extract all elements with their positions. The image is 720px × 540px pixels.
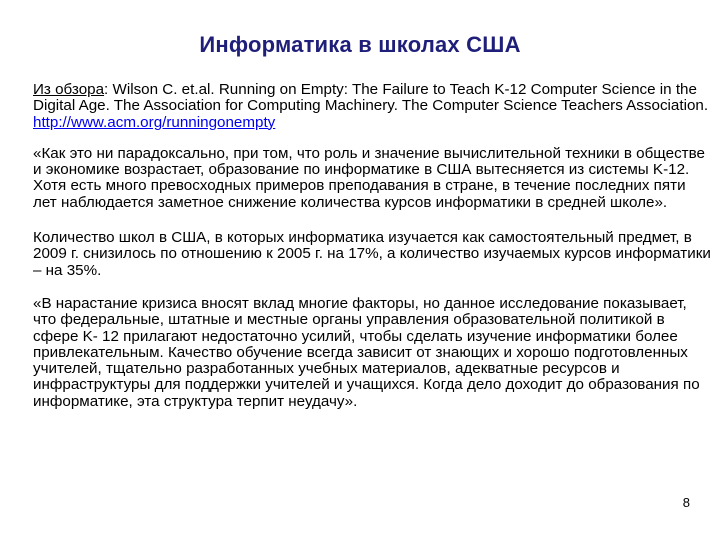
source-citation: : Wilson C. et.al. Running on Empty: The Failure to Teach K-12 Computer Science in the Digital Age. The Association for Computing Machinery. The Computer Science Teachers Association.	[33, 81, 709, 115]
source-paragraph	[33, 82, 713, 131]
source-label: Из обзора	[33, 81, 105, 98]
page-number: 8	[682, 495, 690, 510]
slide-body	[33, 82, 713, 425]
source-link[interactable]: http://www.acm.org/runningonempty	[33, 113, 276, 131]
slide-title: Информатика в школах США	[199, 32, 521, 57]
quote-paragraph-1: «Как это ни парадоксально, при том, что роль и значение вычислительной техники в обществе и экономике возрастает, образование по информатике в США вытесняется из системы K-12. Хотя есть много превосходных примеров преподавания в стране, в течение последних пяти лет наблюдается заметное снижение количества курсов информатики в средней школе».	[33, 144, 705, 211]
statistics-paragraph: Количество школ в США, в которых информатика изучается как самостоятельный предмет, в 2009 г. снизилось по отношению к 2005 г. на 17%, а количество изучаемых курсов информатики – на 35%.	[33, 229, 711, 279]
quote-paragraph-2: «В нарастание кризиса вносят вклад многие факторы, но данное исследование показывает, что федеральные, штатные и местные органы управления образовательной политикой в сфере K- 12 прилагают недостаточно усилий, чтобы сделать изучение информатики более привлекательным. Качество обучение всегда зависит от знающих и хорошо подготовленных учителей, тщательно разработанных учебных материалов, адекватные ресурсов и инфраструктуры для поддержки учителей и учащихся. Когда дело доходит до образования по информатике, эта структура терпит неудачу».	[33, 294, 700, 410]
